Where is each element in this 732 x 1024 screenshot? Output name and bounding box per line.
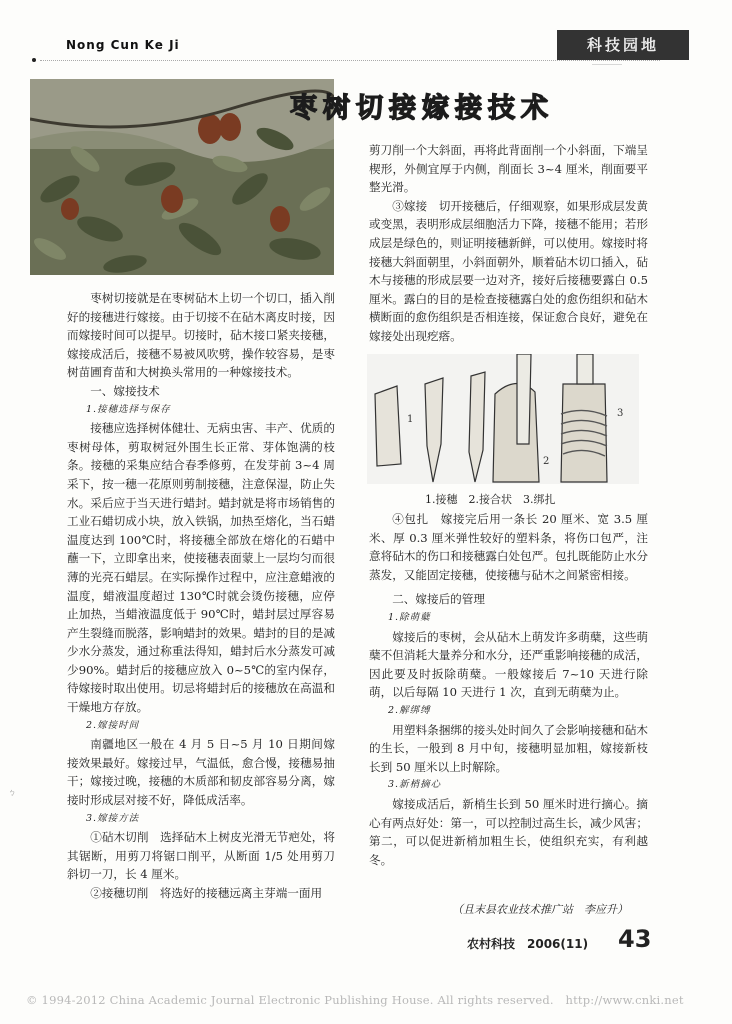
sucker-removal-paragraph: 嫁接后的枣树，会从砧木上萌发许多萌蘖，这些萌蘖不但消耗大量养分和水分，还严重影响接穗的成活，因此要及时扳除萌蘖。一般嫁接后 7~10 天进行除萌，以后每隔 10 天进行 1 次，直到无萌蘖为止。 [369,629,648,700]
grafting-paragraph: ③嫁接 切开接穗后，仔细观察，如果形成层发黄或变黑，表明形成层细胞活力下降，接穗不能用；若形成层是绿色的，则证明接穗新鲜，可以使用。嫁接时将接穗大斜面朝里，小斜面朝外，顺着砧木切口插入，砧木与接穗的形成层要一边对齐，接好后接穗要露白 0.5 厘米。露白的目的是检查接穗露白处的愈伤组织和砧木横断面的愈伤组织是否相连接，保证愈合良好，避免在嫁接处出现疙瘩。 [369,198,648,343]
subsection-1-2-heading: 2.嫁接时间 [86,719,140,731]
scion-cutting-paragraph-start: ②接穗切削 将选好的接穗远离主芽端一面用 [90,886,323,900]
topping-paragraph: 嫁接成活后，新梢生长到 50 厘米时进行摘心。摘心有两点好处：第一，可以控制过高生长，减少风害；第二，可以促进新梢加粗生长，使组织充实，有利越冬。 [369,796,648,867]
figure-label-2: 2 [543,456,550,467]
page-number: 43 [618,925,652,953]
grafting-diagram [367,354,639,484]
header-rule [40,60,660,61]
grafting-figure [367,354,639,484]
copyright-notice: © 1994-2012 China Academic Journal Electronic Publishing House. All rights reserved. http://www.cnki.net [26,993,684,1007]
jujube-tree-illustration [30,79,334,275]
grafting-time-paragraph: 南疆地区一般在 4 月 5 日~5 月 10 日期间嫁接效果最好。嫁接过早，气温低，愈合慢，接穗易抽干；嫁接过晚，接穗的木质部和韧皮部容易分离，嫁接时形成层对接不好，降低成活率。 [67,737,335,808]
subsection-2-3-heading: 3.新梢摘心 [388,779,442,791]
jujube-photo [30,79,334,275]
subsection-2-2-heading: 2.解绑缚 [388,704,431,716]
wrapping-paragraph: ④包扎 嫁接完后用一条长 20 厘米、宽 3.5 厘米、厚 0.3 厘米弹性较好的塑料条，将伤口包严，注意将砧木的伤口和接穗露白处包严。包扎既能防止水分蒸发，又能固定接穗，使接穗与砧木之间紧密相接。 [369,512,648,582]
right-column-bottom [369,510,648,869]
figure-label-1: 1 [407,414,414,425]
section1-heading: 一、嫁接技术 [90,383,160,398]
figure-label-3: 3 [617,408,624,419]
rootstock-cutting-paragraph: ①砧木切削 选择砧木上树皮光滑无节疤处，将其锯断，用剪刀将锯口削平，从断面 1/5 处用剪刀斜切一刀，长 4 厘米。 [67,830,335,882]
section-badge: 科技园地 [557,30,689,60]
intro-paragraph: 枣树切接就是在枣树砧木上切一个切口，插入削好的接穗进行嫁接。由于切接不在砧木离皮时接，因而嫁接时间可以提早。切接时，砧木接口紧夹接穗，嫁接成活后，接穗不易被风吹劈，操作较容易，是枣树苗圃育苗和大树换头常用的一种嫁接技术。 [67,291,335,380]
figure-caption: 1.接穗 2.接合状 3.绑扎 [425,493,556,506]
masthead: Nong Cun Ke Ji [66,38,180,52]
margin-mark: ㄅ [8,788,16,797]
subsection-1-3-heading: 3.嫁接方法 [86,812,140,824]
right-column-top [369,141,648,346]
header-dot [32,58,36,62]
subsection-1-1-heading: 1.接穗选择与保存 [86,403,171,415]
left-column [67,289,335,903]
subsection-2-1-heading: 1.除萌蘖 [388,611,431,623]
article-title: 枣树切接嫁接技术 [290,93,554,124]
section-badge-sub: …………… [592,60,622,67]
scion-cutting-paragraph-cont: 剪刀削一个大斜面，再将此背面削一个小斜面，下端呈楔形，外侧宜厚于内侧，削面长 3~4 厘米，削面要平整光滑。 [369,143,648,195]
section2-heading: 二、嫁接后的管理 [392,592,485,607]
journal-issue: 农村科技 2006(11) [467,937,589,951]
scion-selection-paragraph: 接穗应选择树体健壮、无病虫害、丰产、优质的枣树母体，剪取树冠外围生长正常、芽体饱满的枝条。接穗的采集应结合春季修剪，在发芽前 3~4 周采下，按一穗一花原则剪制接穗，注意保湿，防止失水。采后应于当天进行蜡封。蜡封就是将市场销售的工业石蜡切成小块，放入铁锅，加热至熔化，当石蜡温度达到 100℃时，将接穗全部放在熔化的石蜡中蘸一下，立即拿出来，使接穗表面蒙上一层均匀而很薄的光亮石蜡层。在实际操作过程中，应注意蜡液的温度，蜡液温度超过 130℃时就会烫伤接穗，应停止加热，当蜡液温度低于 90℃时，蜡封层过厚容易产生裂缝而脱落，影响蜡封的效果。蜡封的目的是减少水分蒸发，通过称重法得知，蜡封后水分蒸发可减少90%。蜡封后的接穗应放入 0~5℃的室内保存，待嫁接时取出使用。切忌将蜡封后的接穗放在高温和干燥地方存放。 [67,421,335,715]
unbinding-paragraph: 用塑料条捆绑的接头处时间久了会影响接穗和砧木的生长，一般到 8 月中旬，接穗明显加粗，嫁接新枝长到 50 厘米以上时解除。 [369,722,648,774]
author-signature: （且末县农业技术推广站 李应升） [452,903,628,916]
